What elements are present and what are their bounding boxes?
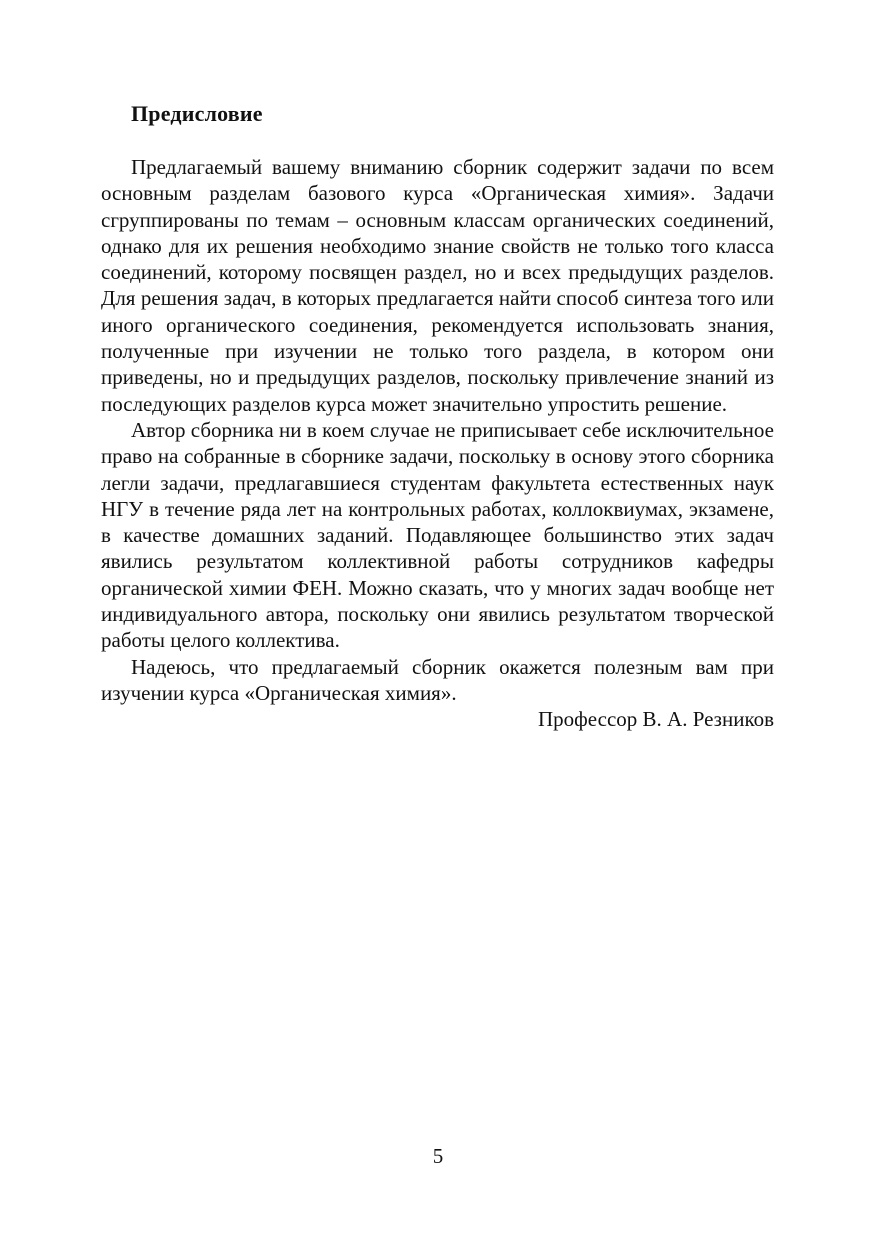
section-heading: Предисловие [131,101,263,126]
paragraph-3: Надеюсь, что предлагаемый сборник окажется полезным вам при изучении курса «Органическая химия». [101,654,774,705]
page-number: 5 [432,1144,444,1168]
preface-body [101,154,774,733]
paragraph-1: Предлагаемый вашему вниманию сборник содержит задачи по всем основным разделам базового курса «Органическая химия». Задачи сгруппированы по темам – основным классам органических соединений, однако для их решения необходимо знание свойств не только того класса соединений, которому посвящен раздел, но и всех предыдущих разделов. Для решения задач, в которых предлагается найти способ синтеза того или иного органического соединения, рекомендуется использовать знания, полученные при изучении не только того раздела, в котором они приведены, но и предыдущих разделов, поскольку привлечение знаний из последующих разделов курса может значительно упростить решение. [101,155,774,416]
author-signature: Профессор В. А. Резников [538,707,774,732]
paragraph-2: Автор сборника ни в коем случае не приписывает себе исключительное право на собранные в сборнике задачи, поскольку в основу этого сборника легли задачи, предлагавшиеся студентам факультета естественных наук НГУ в течение ряда лет на контрольных работах, коллоквиумах, экзамене, в качестве домашних заданий. Подавляющее большинство этих задач явились результатом коллективной работы сотрудников кафедры органической химии ФЕН. Можно сказать, что у многих задач вообще нет индивидуального автора, поскольку они явились результатом творческой работы целого коллектива. [101,417,774,653]
